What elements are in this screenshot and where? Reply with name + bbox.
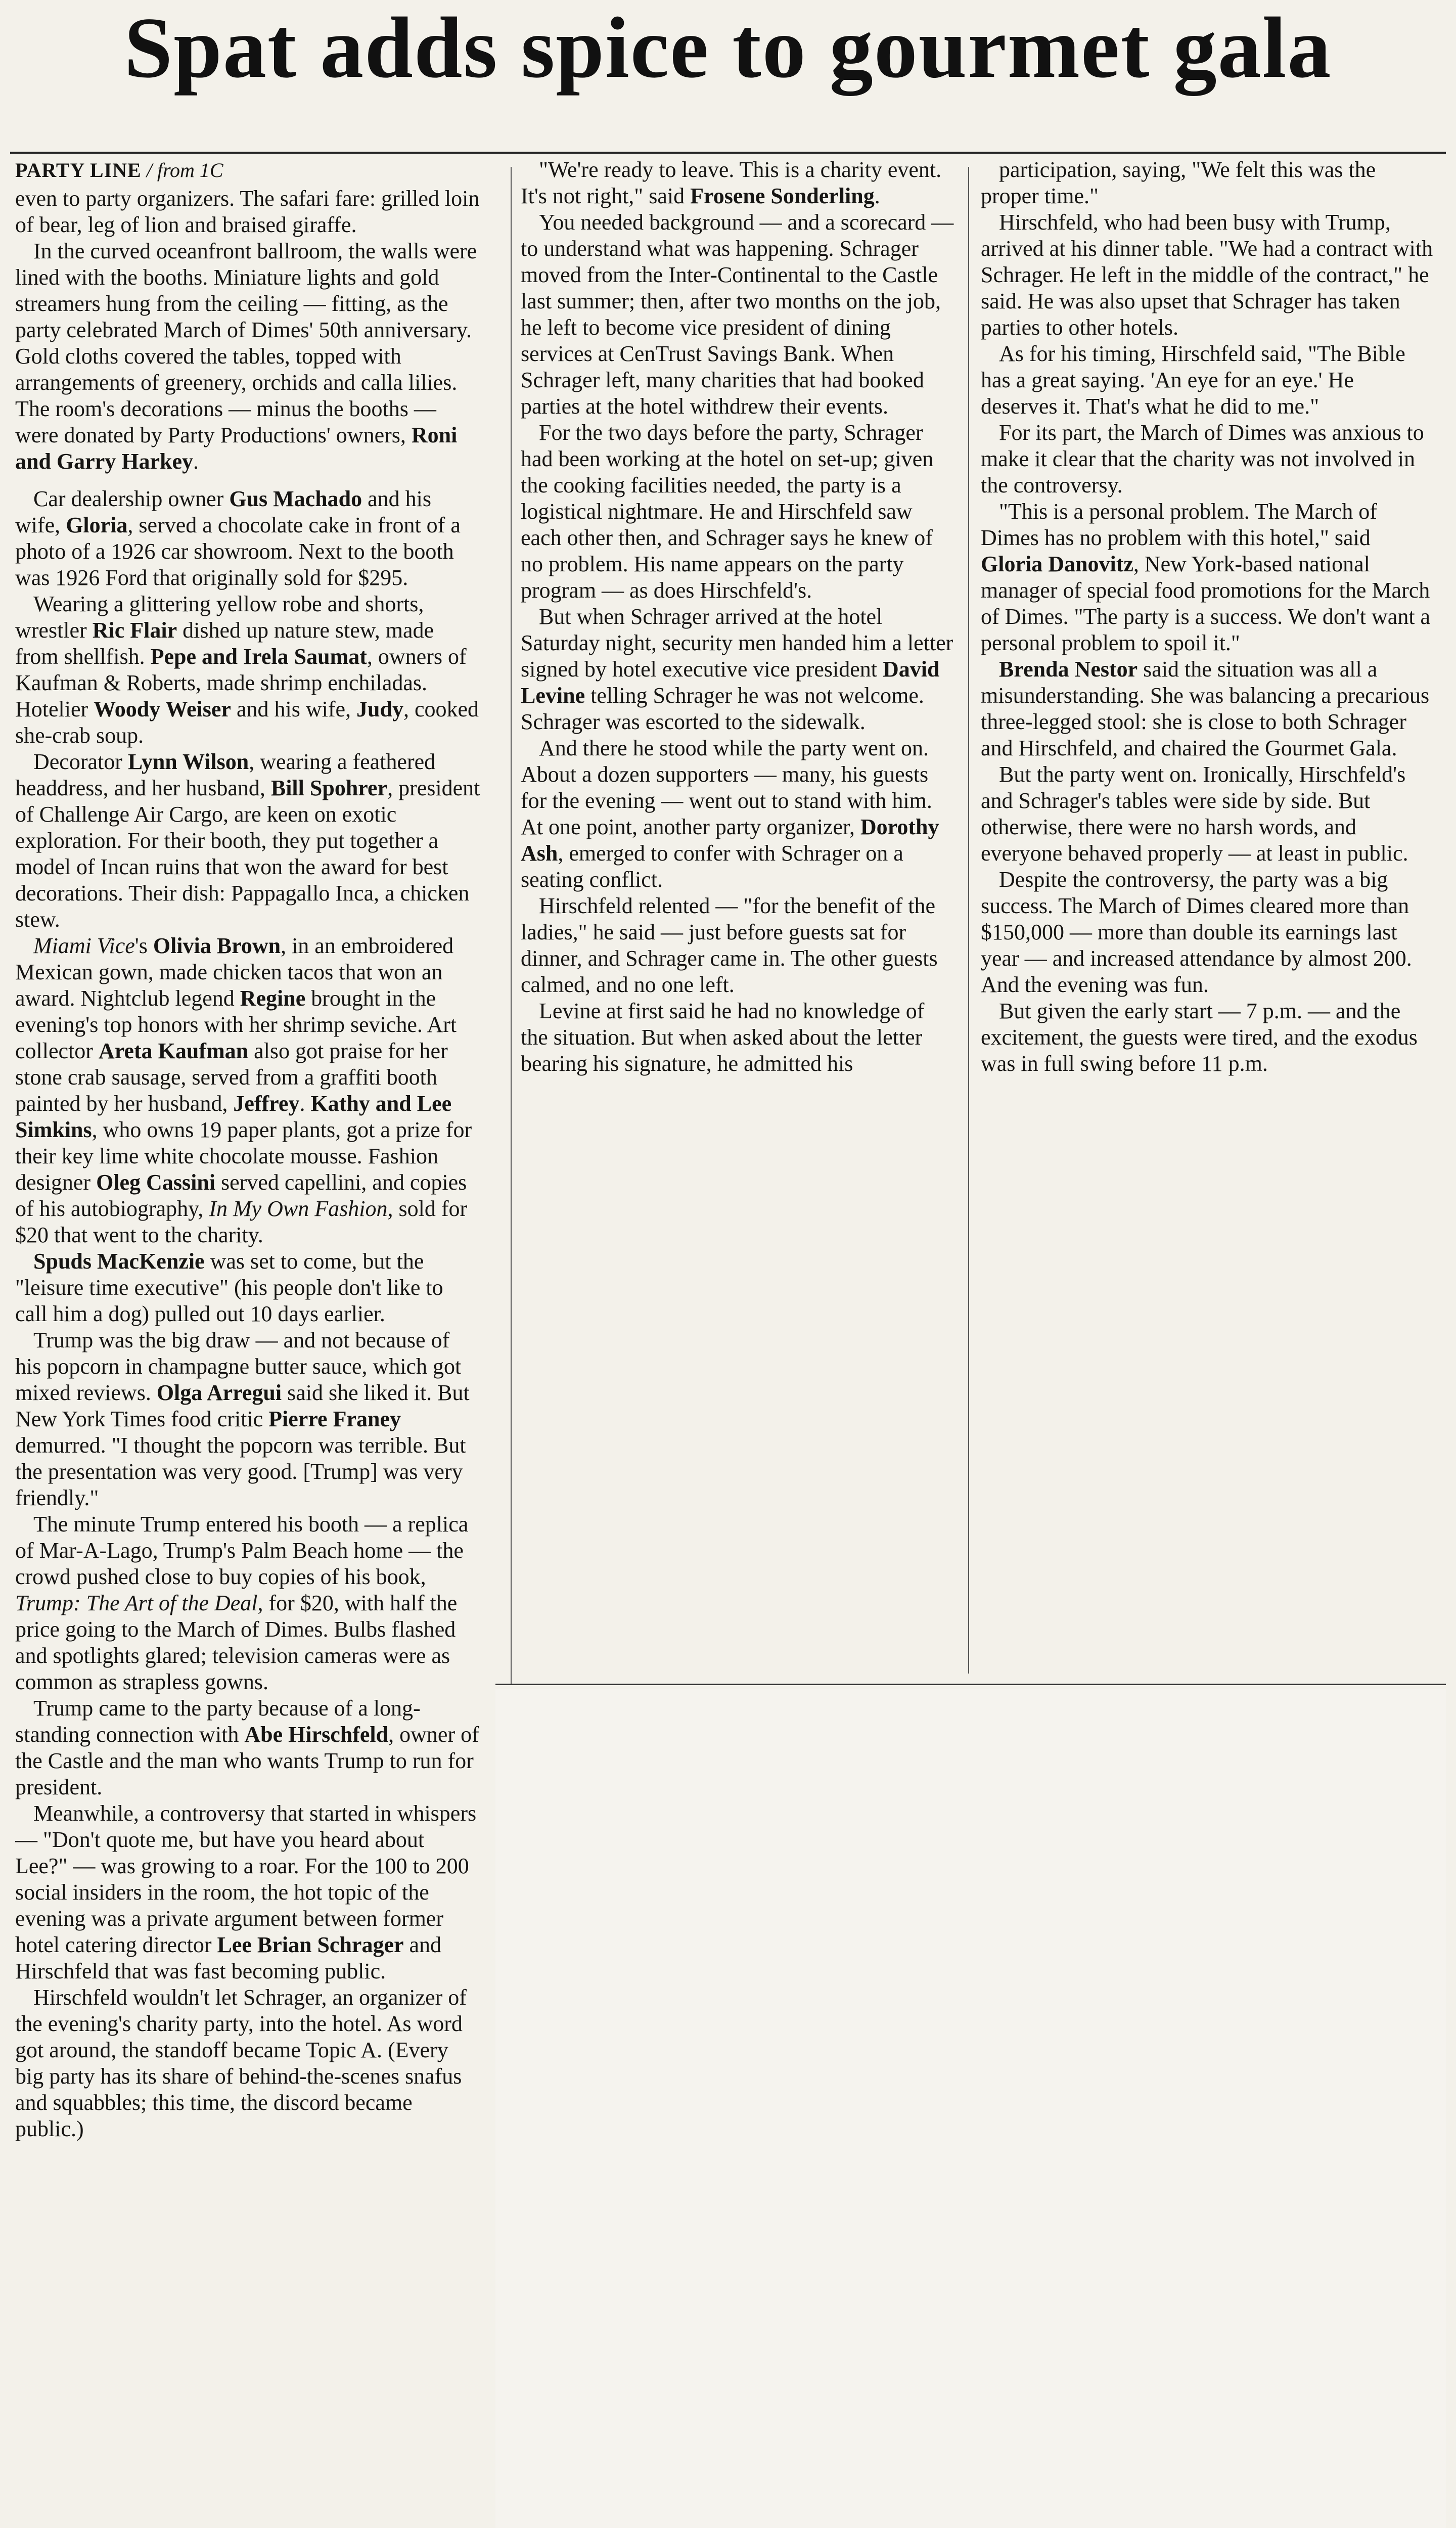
article-paragraph: [15, 1511, 480, 1695]
article-paragraph: [521, 209, 956, 420]
text-run: Car dealership owner: [33, 486, 230, 511]
article-paragraph: [15, 1695, 480, 1800]
text-run: , for $20, with half the price going to the March of Dimes. Bulbs flashed and spotlights glared; television cameras were as common as strapless gowns.: [15, 1591, 458, 1694]
article-paragraph: [521, 893, 956, 998]
text-run: and his wife,: [231, 697, 356, 721]
text-run: Meanwhile, a controversy that started in whispers — "Don't quote me, but have you heard about Lee?" — was growing to a roar. For the 100 to 200 social insiders in the room, the hot topic of the evening was a private argument between former hotel catering director: [15, 1801, 477, 1957]
article-paragraph: [15, 1800, 480, 1984]
article-paragraph: [981, 998, 1436, 1077]
text-run: As for his timing, Hirschfeld said, "The Bible has a great saying. 'An eye for an eye.' He deserves it. That's what he did to me.": [981, 341, 1405, 419]
article-paragraph: [521, 157, 956, 209]
name-bold: Gloria: [66, 513, 128, 537]
column-body: [981, 157, 1436, 1077]
name-bold: Woody Weiser: [94, 697, 231, 721]
article-column-1: [15, 157, 480, 2528]
article-paragraph: [521, 604, 956, 735]
article-paragraph: [15, 238, 480, 475]
dateline: [15, 157, 480, 184]
text-run: Hirschfeld wouldn't let Schrager, an organizer of the evening's charity party, into the hotel. As word got around, the standoff became Topic A. (Every big party has its share of behind-the-scenes snafus and squabbles; this time, the discord became public.): [15, 1985, 467, 2141]
text-run: But when Schrager arrived at the hotel Saturday night, security men handed him a letter signed by hotel executive vice president: [521, 604, 953, 682]
blank-advertisement-area: [495, 1689, 1446, 2528]
name-bold: Ric Flair: [92, 618, 177, 643]
text-run: , served a chocolate cake in front of a photo of a 1926 car showroom. Next to the booth was 1926 Ford that originally sold for $295.: [15, 513, 461, 590]
text-run: even to party organizers. The safari fare: grilled loin of bear, leg of lion and braised giraffe.: [15, 186, 480, 237]
article-column-3: [981, 157, 1436, 1674]
title-italic: Trump: The Art of the Deal: [15, 1591, 258, 1615]
name-bold: Olga Arregui: [156, 1380, 282, 1405]
name-bold: Regine: [240, 986, 306, 1011]
name-bold: Bill Spohrer: [270, 776, 388, 800]
article-paragraph: [521, 735, 956, 893]
title-italic: Miami Vice: [33, 933, 135, 958]
article-paragraph: [521, 420, 956, 604]
article-paragraph: [981, 656, 1436, 761]
name-bold: Kathy and Lee Simkins: [15, 1091, 452, 1142]
text-run: also got praise for her stone crab sausage, served from a graffiti booth painted by her husband,: [15, 1039, 448, 1116]
article-paragraph: [15, 591, 480, 749]
dateline-kicker: PARTY LINE: [15, 159, 142, 182]
name-bold: Frosene Sonderling: [690, 184, 875, 208]
article-paragraph: [981, 209, 1436, 341]
text-run: brought in the evening's top honors with her shrimp seviche. Art collector: [15, 986, 457, 1063]
article-paragraph: [15, 933, 480, 1248]
column-body: [15, 186, 480, 2142]
dateline-jump: / from 1C: [141, 159, 223, 182]
article-paragraph: [15, 749, 480, 933]
name-bold: Brenda Nestor: [999, 657, 1138, 682]
name-bold: Oleg Cassini: [96, 1170, 215, 1195]
headline: Spat adds spice to gourmet gala: [124, 0, 1332, 96]
text-run: You needed background — and a scorecard — to understand what was happening. Schrager moved from the Inter-Continental to the Castle last summer; then, after two months on the job, he left to become vice president of dining services at CenTrust Savings Bank. When Schrager left, many charities that had booked parties at the hotel withdrew their events.: [521, 210, 954, 419]
name-bold: Areta Kaufman: [98, 1039, 249, 1063]
article-paragraph: [981, 761, 1436, 867]
name-bold: Jeffrey: [233, 1091, 300, 1116]
article-paragraph: [15, 186, 480, 238]
text-run: , in an embroidered Mexican gown, made chicken tacos that won an award. Nightclub legend: [15, 933, 454, 1011]
name-bold: Abe Hirschfeld: [244, 1722, 389, 1747]
name-bold: Gloria Danovitz: [981, 552, 1133, 576]
text-run: For the two days before the party, Schrager had been working at the hotel on set-up; given the cooking facilities needed, the party is a logistical nightmare. He and Hirschfeld saw each other then, and Schrager says he knew of no problem. His name appears on the party program — as does Hirschfeld's.: [521, 420, 934, 603]
article-paragraph: [981, 867, 1436, 998]
text-run: , emerged to confer with Schrager on a seating conflict.: [521, 841, 903, 892]
text-run: demurred. "I thought the popcorn was terrible. But the presentation was very good. [Trump] was very friendly.": [15, 1433, 466, 1510]
text-run: , president of Challenge Air Cargo, are keen on exotic exploration. For their booth, they put together a model of Incan ruins that won the award for best decorations. Their dish: Pappagallo Inca, a chicken stew.: [15, 776, 480, 932]
title-italic: In My Own Fashion: [209, 1196, 388, 1221]
text-run: , sold for $20 that went to the charity.: [15, 1196, 468, 1247]
name-bold: Dorothy Ash: [521, 815, 939, 866]
text-run: Trump was the big draw — and not because of his popcorn in champagne butter sauce, which got mixed reviews.: [15, 1328, 462, 1405]
text-run: .: [874, 184, 880, 208]
text-run: "This is a personal problem. The March of Dimes has no problem with this hotel," said: [981, 499, 1377, 550]
text-run: , New York-based national manager of special food promotions for the March of Dimes. "The party is a success. We don't want a personal problem to spoil it.": [981, 552, 1431, 655]
text-run: telling Schrager he was not welcome. Schrager was escorted to the sidewalk.: [521, 683, 924, 734]
text-run: Wearing a glittering yellow robe and shorts, wrestler: [15, 592, 424, 643]
name-bold: Lynn Wilson: [127, 749, 249, 774]
name-bold: Judy: [356, 697, 403, 721]
article-paragraph: [981, 157, 1436, 209]
headline-rule: [10, 152, 1446, 154]
text-run: 's: [134, 933, 153, 958]
text-run: But the party went on. Ironically, Hirschfeld's and Schrager's tables were side by side. But otherwise, there were no harsh words, and everyone behaved properly — at least in public.: [981, 762, 1408, 866]
text-run: Decorator: [33, 749, 128, 774]
name-bold: Lee Brian Schrager: [217, 1932, 404, 1957]
text-run: , owner of the Castle and the man who wants Trump to run for president.: [15, 1722, 479, 1799]
text-run: Hirschfeld, who had been busy with Trump, arrived at his dinner table. "We had a contract with Schrager. He left in the middle of the contract," he said. He was also upset that Schrager has taken parties to other hotels.: [981, 210, 1433, 340]
column-rule: [511, 167, 512, 1684]
article-paragraph: [521, 998, 956, 1077]
text-run: , owners of Kaufman & Roberts, made shrimp enchiladas. Hotelier: [15, 644, 467, 721]
article-column-2: [521, 157, 956, 1674]
text-run: Hirschfeld relented — "for the benefit of the ladies," he said — just before guests sat for dinner, and Schrager came in. The other guests calmed, and no one left.: [521, 893, 938, 997]
article-paragraph: [15, 1327, 480, 1511]
article-paragraph: [15, 486, 480, 591]
text-run: Trump came to the party because of a long-standing connection with: [15, 1696, 421, 1747]
name-bold: Gus Machado: [229, 486, 362, 511]
column-body: [521, 157, 956, 1077]
text-run: In the curved oceanfront ballroom, the walls were lined with the booths. Miniature lights and gold streamers hung from the ceiling — fitting, as the party celebrated March of Dimes' 50th anniversary. Gold cloths covered the tables, topped with arrangements of greenery, orchids and calla lilies. The room's decorations — minus the booths — were donated by Party Productions' owners,: [15, 239, 477, 447]
article-paragraph: [15, 1248, 480, 1327]
text-run: , cooked she-crab soup.: [15, 697, 479, 748]
text-run: , who owns 19 paper plants, got a prize for their key lime white chocolate mousse. Fashion designer: [15, 1117, 472, 1195]
article-paragraph: [981, 499, 1436, 656]
name-bold: Roni and Garry Harkey: [15, 423, 458, 474]
text-run: Despite the controversy, the party was a big success. The March of Dimes cleared more than $150,000 — more than double its earnings last year — and increased attendance by almost 200. And the evening was fun.: [981, 867, 1412, 997]
text-run: For its part, the March of Dimes was anxious to make it clear that the charity was not involved in the controversy.: [981, 420, 1424, 498]
text-run: .: [193, 449, 199, 474]
name-bold: Olivia Brown: [153, 933, 281, 958]
text-run: But given the early start — 7 p.m. — and the excitement, the guests were tired, and the exodus was in full swing before 11 p.m.: [981, 999, 1418, 1076]
text-run: and Hirschfeld that was fast becoming public.: [15, 1932, 442, 1983]
text-run: said the situation was all a misunderstanding. She was balancing a precarious three-legged stool: she is close to both Schrager and Hirschfeld, and chaired the Gourmet Gala.: [981, 657, 1430, 760]
column-rule: [968, 167, 969, 1674]
text-run: dished up nature stew, made from shellfish.: [15, 618, 434, 669]
text-run: said she liked it. But New York Times food critic: [15, 1380, 470, 1431]
text-run: served capellini, and copies of his autobiography,: [15, 1170, 467, 1221]
article-paragraph: [15, 1984, 480, 2142]
story-end-rule: [495, 1684, 1446, 1685]
text-run: was set to come, but the "leisure time executive" (his people don't like to call him a dog) pulled out 10 days earlier.: [15, 1249, 443, 1326]
text-run: Levine at first said he had no knowledge of the situation. But when asked about the letter bearing his signature, he admitted his: [521, 999, 925, 1076]
text-run: And there he stood while the party went on. About a dozen supporters — many, his guests for the evening — went out to stand with him. At one point, another party organizer,: [521, 736, 932, 839]
name-bold: David Levine: [521, 657, 940, 708]
text-run: , wearing a feathered headdress, and her husband,: [15, 749, 436, 800]
name-bold: Pierre Franey: [268, 1407, 401, 1431]
text-run: participation, saying, "We felt this was the proper time.": [981, 157, 1376, 208]
text-run: The minute Trump entered his booth — a replica of Mar-A-Lago, Trump's Palm Beach home — the crowd pushed close to buy copies of his book,: [15, 1512, 469, 1589]
article-paragraph: [981, 420, 1436, 499]
text-run: .: [299, 1091, 311, 1116]
name-bold: Spuds MacKenzie: [33, 1249, 205, 1274]
article-paragraph: [981, 341, 1436, 420]
text-run: "We're ready to leave. This is a charity event. It's not right," said: [521, 157, 942, 208]
text-run: and his wife,: [15, 486, 432, 537]
name-bold: Pepe and Irela Saumat: [150, 644, 367, 669]
